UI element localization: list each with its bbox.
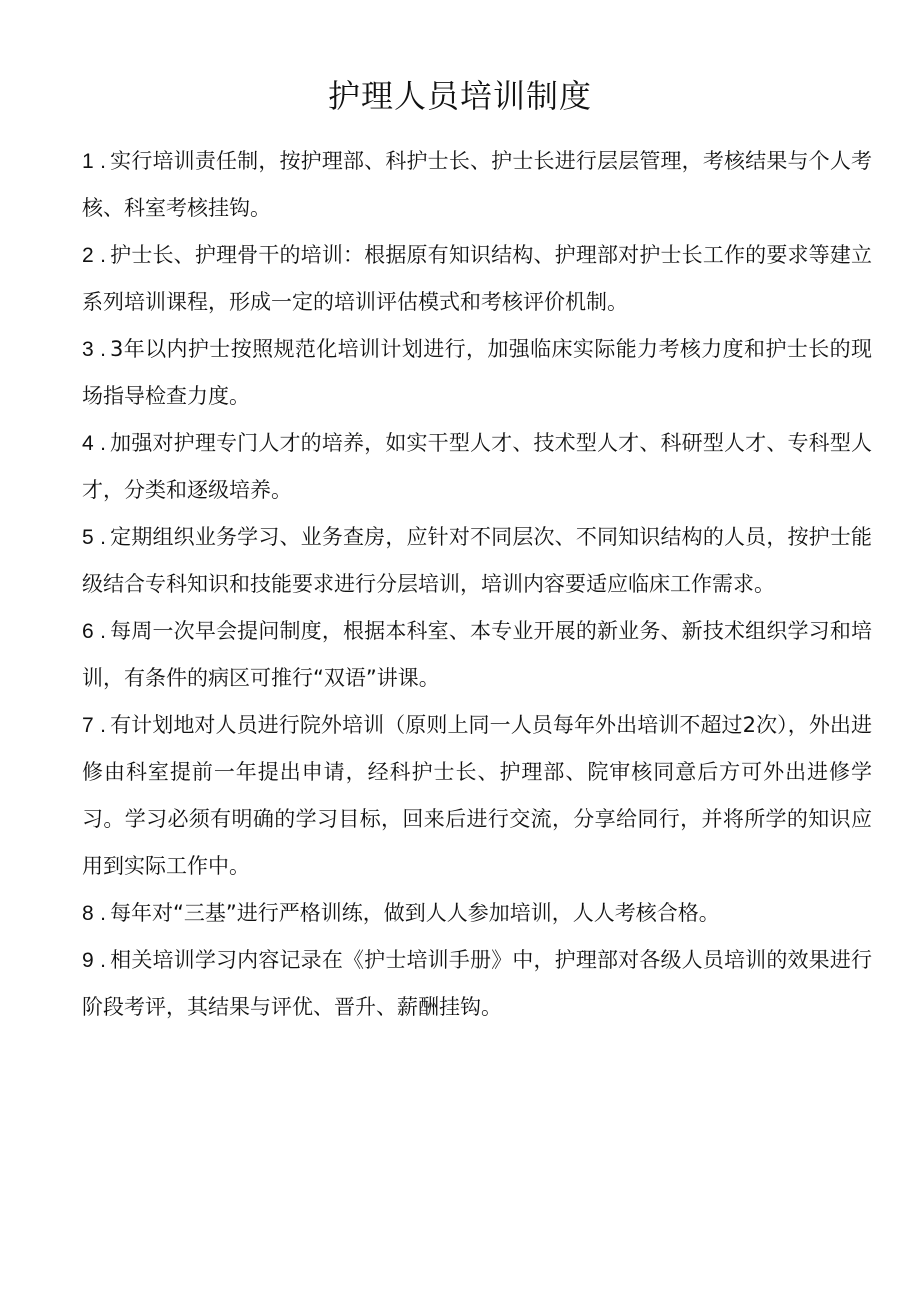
item-text: 每周一次早会提问制度，根据本科室、本专业开展的新业务、新技术组织学习和培训，有条件的病区可推行“双语”讲课。 — [82, 619, 872, 690]
item-text: 护士长、护理骨干的培训：根据原有知识结构、护理部对护士长工作的要求等建立系列培训课程，形成一定的培训评估模式和考核评价机制。 — [82, 243, 872, 314]
item-separator: . — [100, 902, 106, 925]
item-text: 定期组织业务学习、业务查房，应针对不同层次、不同知识结构的人员，按护士能级结合专科知识和技能要求进行分层培训，培训内容要适应临床工作需求。 — [82, 525, 872, 596]
item-separator: . — [100, 714, 106, 737]
item-separator: . — [100, 338, 106, 361]
list-item — [82, 326, 872, 420]
item-number: 6 — [82, 620, 94, 643]
list-item — [82, 420, 872, 514]
item-text: 实行培训责任制，按护理部、科护士长、护士长进行层层管理，考核结果与个人考核、科室考核挂钩。 — [82, 149, 872, 220]
item-number: 7 — [82, 714, 94, 737]
item-separator: . — [100, 244, 106, 267]
list-item — [82, 608, 872, 702]
item-text: 3年以内护士按照规范化培训计划进行，加强临床实际能力考核力度和护士长的现场指导检查力度。 — [82, 337, 872, 408]
list-item — [82, 890, 872, 937]
item-separator: . — [100, 432, 106, 455]
list-item — [82, 514, 872, 608]
item-separator: . — [100, 620, 106, 643]
item-number: 3 — [82, 338, 94, 361]
list-item — [82, 702, 872, 890]
item-number: 5 — [82, 526, 94, 549]
item-text: 加强对护理专门人才的培养，如实干型人才、技术型人才、科研型人才、专科型人才，分类和逐级培养。 — [82, 431, 872, 502]
item-text: 每年对“三基”进行严格训练，做到人人参加培训，人人考核合格。 — [110, 901, 720, 925]
item-separator: . — [100, 526, 106, 549]
item-text: 有计划地对人员进行院外培训（原则上同一人员每年外出培训不超过2次），外出进修由科室提前一年提出申请，经科护士长、护理部、院审核同意后方可外出进修学习。学习必须有明确的学习目标，回来后进行交流，分享给同行，并将所学的知识应用到实际工作中。 — [82, 713, 872, 878]
item-separator: . — [100, 949, 106, 972]
item-number: 1 — [82, 150, 94, 173]
list-item — [82, 138, 872, 232]
list-item — [82, 937, 872, 1031]
list-item — [82, 232, 872, 326]
item-number: 2 — [82, 244, 94, 267]
item-number: 9 — [82, 949, 94, 972]
regulation-list — [82, 138, 872, 1031]
item-number: 8 — [82, 902, 94, 925]
page-title: 护理人员培训制度 — [327, 77, 592, 115]
item-separator: . — [100, 150, 106, 173]
item-text: 相关培训学习内容记录在《护士培训手册》中，护理部对各级人员培训的效果进行阶段考评，其结果与评优、晋升、薪酬挂钩。 — [82, 948, 872, 1019]
item-number: 4 — [82, 432, 94, 455]
